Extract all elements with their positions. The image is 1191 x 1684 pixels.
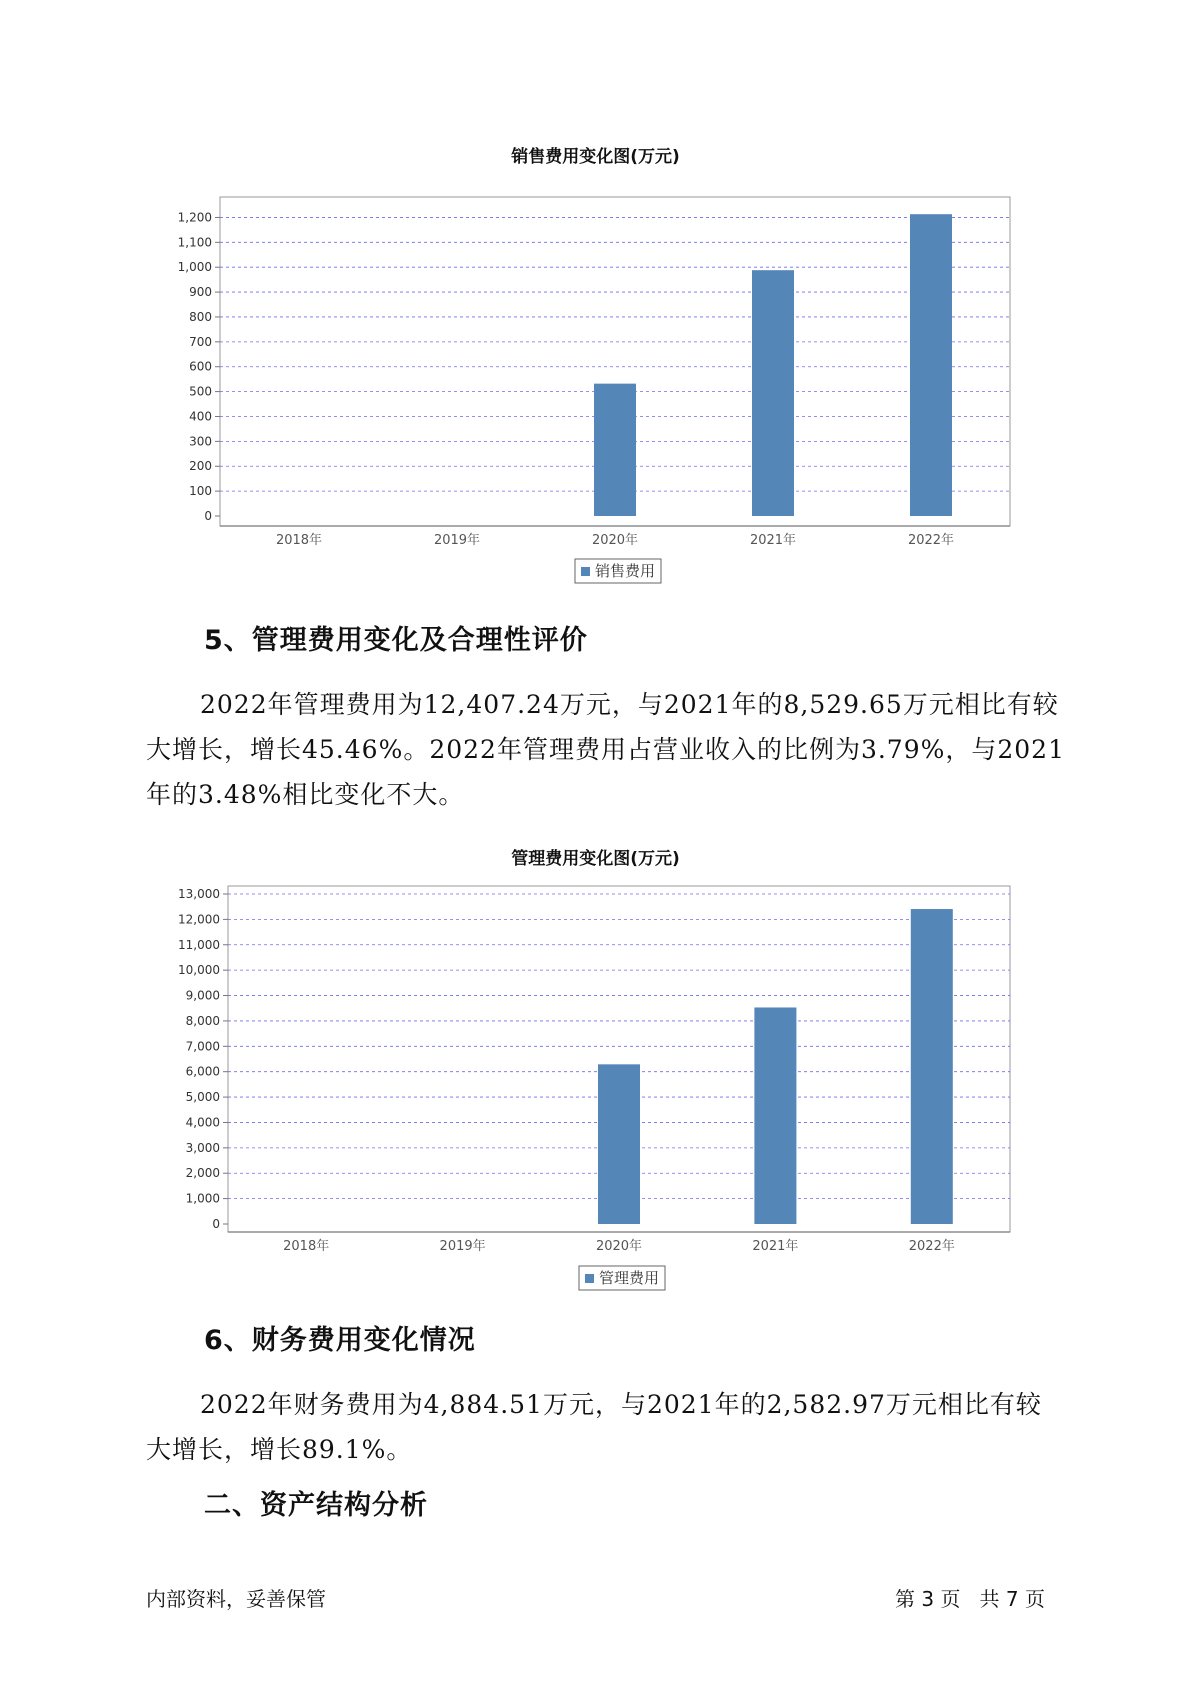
- y-tick-label: 1,200: [177, 210, 212, 225]
- y-tick-label: 3,000: [185, 1140, 220, 1155]
- x-tick-label: 2020年: [591, 533, 639, 548]
- x-tick-label: 2022年: [907, 533, 955, 548]
- x-tick-label: 2018年: [283, 1239, 330, 1254]
- section-5-heading: 5、管理费用变化及合理性评价: [204, 625, 588, 656]
- section-6-heading: 6、财务费用变化情况: [204, 1325, 476, 1356]
- footer-confidential-note: 内部资料，妥善保管: [146, 1587, 326, 1611]
- admin-chart-title: 管理费用变化图(万元): [511, 849, 680, 869]
- y-tick-label: 1,100: [177, 235, 212, 250]
- y-tick-label: 8,000: [185, 1013, 220, 1028]
- y-tick-label: 800: [189, 309, 212, 324]
- y-tick-label: 10,000: [178, 963, 220, 978]
- y-tick-label: 4,000: [185, 1115, 220, 1130]
- legend-label: 销售费用: [595, 562, 656, 580]
- x-tick-label: 2019年: [433, 533, 481, 548]
- y-tick-label: 2,000: [185, 1166, 220, 1181]
- section-2-heading: 二、资产结构分析: [204, 1490, 428, 1521]
- y-tick-label: 7,000: [185, 1039, 220, 1054]
- legend-swatch: [585, 1274, 594, 1283]
- y-tick-label: 400: [189, 409, 212, 424]
- x-tick-label: 2021年: [752, 1239, 799, 1254]
- y-tick-label: 12,000: [178, 912, 220, 927]
- bar: [754, 1007, 796, 1224]
- y-tick-label: 900: [189, 285, 212, 300]
- sales-chart-title: 销售费用变化图(万元): [511, 147, 680, 167]
- y-tick-label: 300: [189, 434, 212, 449]
- y-tick-label: 500: [189, 384, 212, 399]
- section-5-line-1: 2022年管理费用为12,407.24万元，与2021年的8,529.65万元相比有较: [200, 690, 1059, 719]
- legend-label: 管理费用: [599, 1269, 660, 1287]
- section-6-line-2: 大增长，增长89.1%。: [146, 1435, 413, 1464]
- bar: [598, 1064, 640, 1224]
- y-tick-label: 0: [204, 509, 212, 523]
- y-tick-label: 6,000: [185, 1064, 220, 1079]
- y-tick-label: 11,000: [178, 937, 220, 952]
- y-tick-label: 100: [189, 484, 212, 499]
- section-5-line-2: 大增长，增长45.46%。2022年管理费用占营业收入的比例为3.79%，与2021: [146, 735, 1065, 764]
- y-tick-label: 5,000: [185, 1090, 220, 1105]
- section-6-paragraph: [146, 1382, 1046, 1472]
- y-tick-label: 9,000: [185, 988, 220, 1003]
- x-tick-label: 2020年: [595, 1239, 643, 1254]
- section-6-line-1: 2022年财务费用为4,884.51万元，与2021年的2,582.97万元相比有较: [200, 1390, 1042, 1419]
- x-tick-label: 2019年: [439, 1239, 486, 1254]
- footer-page-number: 第 3 页 共 7 页: [895, 1587, 1045, 1611]
- y-tick-label: 200: [189, 459, 212, 474]
- y-tick-label: 600: [189, 359, 212, 374]
- y-tick-label: 1,000: [177, 260, 212, 275]
- x-tick-label: 2022年: [908, 1239, 955, 1254]
- y-tick-label: 1,000: [185, 1191, 220, 1206]
- x-tick-label: 2018年: [275, 533, 323, 548]
- section-5-line-3: 年的3.48%相比变化不大。: [146, 780, 465, 809]
- y-tick-label: 700: [189, 334, 212, 349]
- y-tick-label: 0: [212, 1217, 220, 1231]
- y-tick-label: 13,000: [178, 887, 220, 901]
- bar: [911, 909, 953, 1224]
- x-tick-label: 2021年: [749, 533, 797, 548]
